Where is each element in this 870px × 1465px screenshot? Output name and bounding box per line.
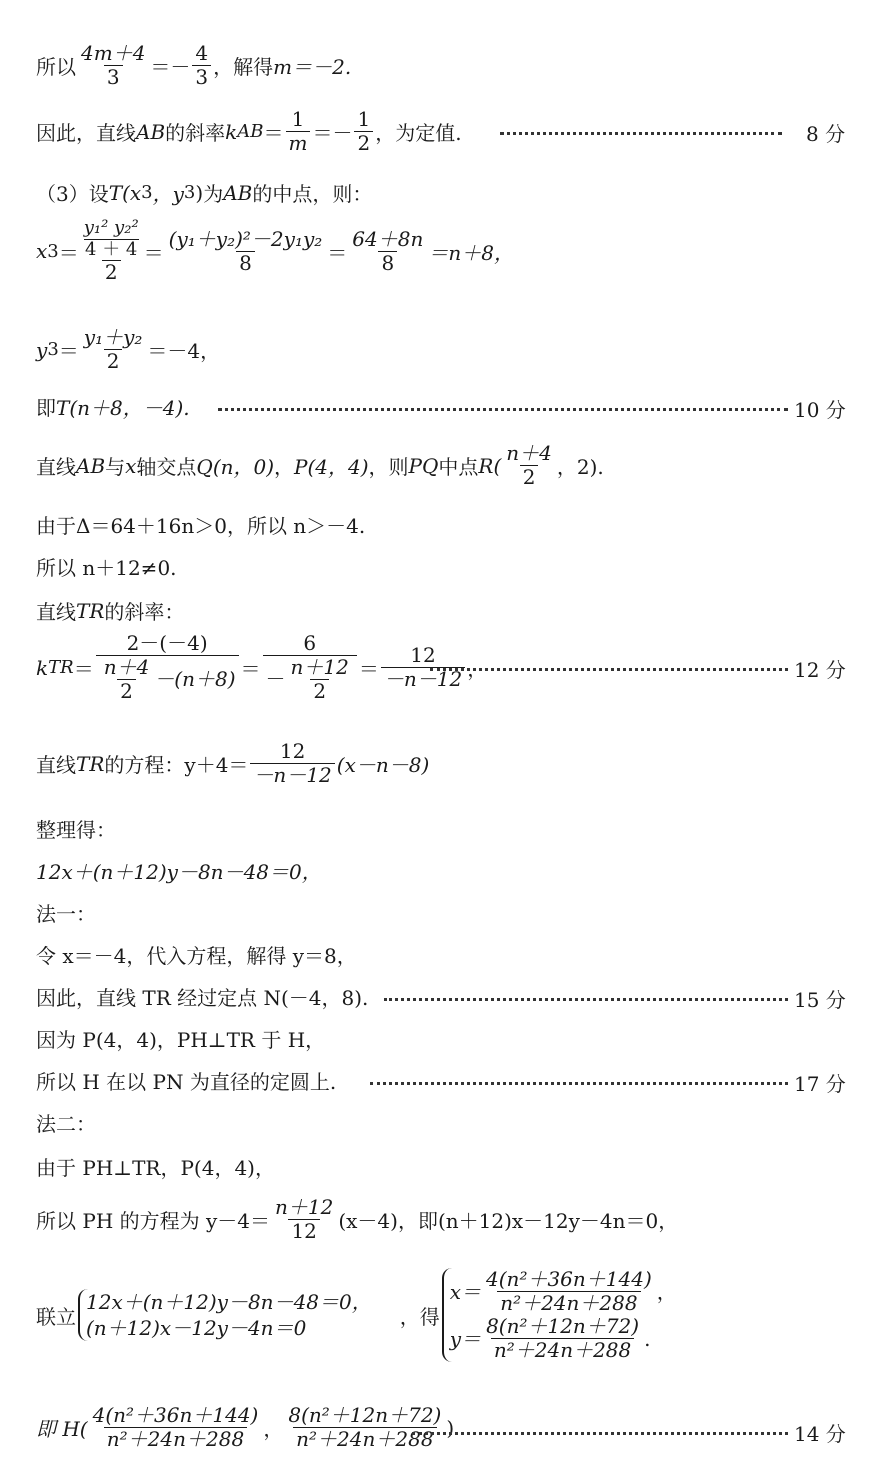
line-19 xyxy=(36,1066,336,1095)
text: ＝－ xyxy=(312,121,353,145)
text: ＝ xyxy=(58,240,79,265)
score-8: 8 分 xyxy=(806,122,846,146)
dot-leader xyxy=(500,132,782,135)
text: 的中点，则： xyxy=(252,182,373,206)
line-10 xyxy=(36,596,184,625)
line-11 xyxy=(36,632,487,703)
line-20 xyxy=(36,1108,96,1137)
line-5 xyxy=(36,326,220,373)
text: 所以 n＋12≠0. xyxy=(36,556,177,580)
fraction: n＋12 12 xyxy=(275,1195,334,1243)
text: AB xyxy=(76,453,106,478)
text: 法二： xyxy=(36,1112,96,1136)
fraction: n＋4 2 xyxy=(506,441,552,489)
line-6 xyxy=(36,392,190,421)
text: ＝ xyxy=(73,657,94,681)
text: 所以 PH 的方程为 y－4＝ xyxy=(36,1209,270,1233)
subscript: 3 xyxy=(141,182,153,203)
line-18 xyxy=(36,1024,325,1053)
fraction: 12 －n－12 xyxy=(381,644,465,691)
text: x xyxy=(125,453,137,478)
fraction: 8(n²＋12n＋72) n²＋24n＋288 xyxy=(288,1403,442,1451)
text: 由于 PH⊥TR，P(4，4)， xyxy=(36,1156,275,1180)
text: ，则 xyxy=(368,455,409,479)
line-24 xyxy=(36,1404,454,1451)
dot-leader xyxy=(218,408,788,411)
text: ＝ xyxy=(358,657,379,681)
text: ＝－ xyxy=(150,55,191,79)
text: m＝－2. xyxy=(273,55,352,79)
text: 的方程：y＋4＝ xyxy=(104,753,249,777)
line-21 xyxy=(36,1152,275,1181)
text: ＝ xyxy=(143,240,164,265)
text: （3）设 xyxy=(36,182,109,206)
fraction: 64＋8n 8 xyxy=(352,226,424,275)
equation-system: 12x＋(n＋12)y－8n－48＝0， (n＋12)x－12y－4n＝0 xyxy=(78,1289,372,1341)
text: ＝ xyxy=(240,657,261,681)
text: TR xyxy=(76,751,105,776)
text: 即 H( xyxy=(36,1417,88,1441)
text: 整理得： xyxy=(36,818,116,842)
text: 12x＋(n＋12)y－8n－48＝0， xyxy=(36,860,322,884)
text: ， xyxy=(467,657,488,681)
text: 的斜率： xyxy=(104,600,185,624)
text: 直线 xyxy=(36,753,76,777)
text: y xyxy=(36,337,48,362)
compound-fraction: 6 － n＋12 2 xyxy=(263,632,357,703)
text: (x－n－8) xyxy=(336,753,430,777)
line-13 xyxy=(36,814,116,843)
text: ＝ xyxy=(58,339,79,363)
line-12 xyxy=(36,740,429,787)
subscript: 3 xyxy=(47,240,59,262)
text: 联立 xyxy=(36,1304,76,1329)
subscript: AB xyxy=(237,121,264,142)
text: R( xyxy=(478,453,502,478)
text: 因为 P(4，4)，PH⊥TR 于 H， xyxy=(36,1028,326,1052)
fraction: 12 －n－12 xyxy=(250,740,334,787)
subscript: 3 xyxy=(183,182,196,203)
line-8 xyxy=(36,510,365,539)
fraction: 4(n²＋36n＋144) n²＋24n＋288 xyxy=(92,1403,259,1451)
line-22 xyxy=(36,1196,678,1243)
subscript: TR xyxy=(48,657,74,678)
text: 令 x＝－4，代入方程，解得 y＝8， xyxy=(36,944,357,968)
score-12: 12 分 xyxy=(794,658,846,682)
score-14: 14 分 xyxy=(794,1422,846,1446)
text: ＝－4， xyxy=(147,339,221,363)
text: ＝n＋8， xyxy=(428,240,514,265)
text: ) xyxy=(195,180,204,205)
line-3 xyxy=(36,178,372,207)
text: 直线 xyxy=(36,455,76,479)
text: PQ xyxy=(408,453,439,478)
fraction: y₁＋y₂ 2 xyxy=(83,325,143,373)
line-15 xyxy=(36,898,96,927)
text: 直线 xyxy=(36,600,76,624)
text: ，为定值. xyxy=(375,121,462,145)
fraction: 4 3 xyxy=(192,42,211,89)
text: x xyxy=(36,239,48,264)
compound-fraction: 2－(－4) n＋4 2 －(n＋8) xyxy=(96,632,239,703)
text: 为 xyxy=(203,182,224,206)
text: k xyxy=(36,655,49,680)
text: ，解得 xyxy=(213,55,274,79)
text: 的斜率 xyxy=(165,121,226,145)
line-23 xyxy=(36,1268,677,1362)
line-17 xyxy=(36,982,368,1011)
fraction: (y₁＋y₂)²－2y₁y₂ 8 xyxy=(168,226,323,275)
text: 与 xyxy=(105,455,126,479)
text: 由于Δ＝64＋16n＞0，所以 n＞－4. xyxy=(36,514,366,538)
text: ， xyxy=(274,455,295,479)
line-1 xyxy=(36,42,351,89)
fraction: 1 m xyxy=(286,108,311,155)
line-14 xyxy=(36,856,322,885)
line-16 xyxy=(36,940,357,969)
text: ＝ xyxy=(263,121,284,145)
text: ，2). xyxy=(556,455,604,479)
text: T(n＋8，－4). xyxy=(56,396,190,420)
score-15: 15 分 xyxy=(794,988,846,1012)
dot-leader xyxy=(384,998,788,1001)
line-2 xyxy=(36,108,462,155)
text: P(4，4) xyxy=(294,455,369,479)
score-10: 10 分 xyxy=(794,398,846,422)
text: 所以 xyxy=(36,55,76,79)
text: 中点 xyxy=(438,455,479,479)
text: 法一： xyxy=(36,902,96,926)
text: T(x xyxy=(108,180,142,205)
subscript: 3 xyxy=(47,339,59,360)
text: 轴交点 xyxy=(136,455,197,479)
text: k xyxy=(225,119,238,144)
text: 即 xyxy=(36,396,56,420)
fraction: 4m＋4 3 xyxy=(81,41,146,89)
text: 所以 H 在以 PN 为直径的定圆上. xyxy=(36,1070,337,1094)
text: 因此，直线 TR 经过定点 N(－4，8). xyxy=(36,986,369,1010)
text: AB xyxy=(136,119,166,144)
dot-leader xyxy=(370,1082,788,1085)
text: ) xyxy=(446,1415,455,1440)
text: 因此，直线 xyxy=(36,121,136,145)
text: TR xyxy=(76,598,105,623)
line-7 xyxy=(36,442,604,489)
text: ，得 xyxy=(399,1304,440,1329)
compound-fraction: y₁² y₂² 4 ＋ 4 2 xyxy=(83,217,139,285)
line-4 xyxy=(36,218,514,284)
line-9 xyxy=(36,552,177,581)
text: ，y xyxy=(152,182,184,206)
text: (x－4)，即(n＋12)x－12y－4n＝0， xyxy=(338,1209,679,1233)
text: AB xyxy=(223,180,253,205)
fraction: 1 2 xyxy=(354,108,373,155)
dot-leader xyxy=(412,1432,788,1435)
text: ＝ xyxy=(327,240,348,265)
dot-leader xyxy=(430,668,788,671)
score-17: 17 分 xyxy=(794,1072,846,1096)
text: Q(n，0) xyxy=(196,455,275,479)
text: ， xyxy=(263,1417,284,1441)
solution-system: x＝ 4(n²＋36n＋144) n²＋24n＋288 ， y＝ 8(n²＋12n＋72) n²＋24n＋288 . xyxy=(442,1268,677,1362)
